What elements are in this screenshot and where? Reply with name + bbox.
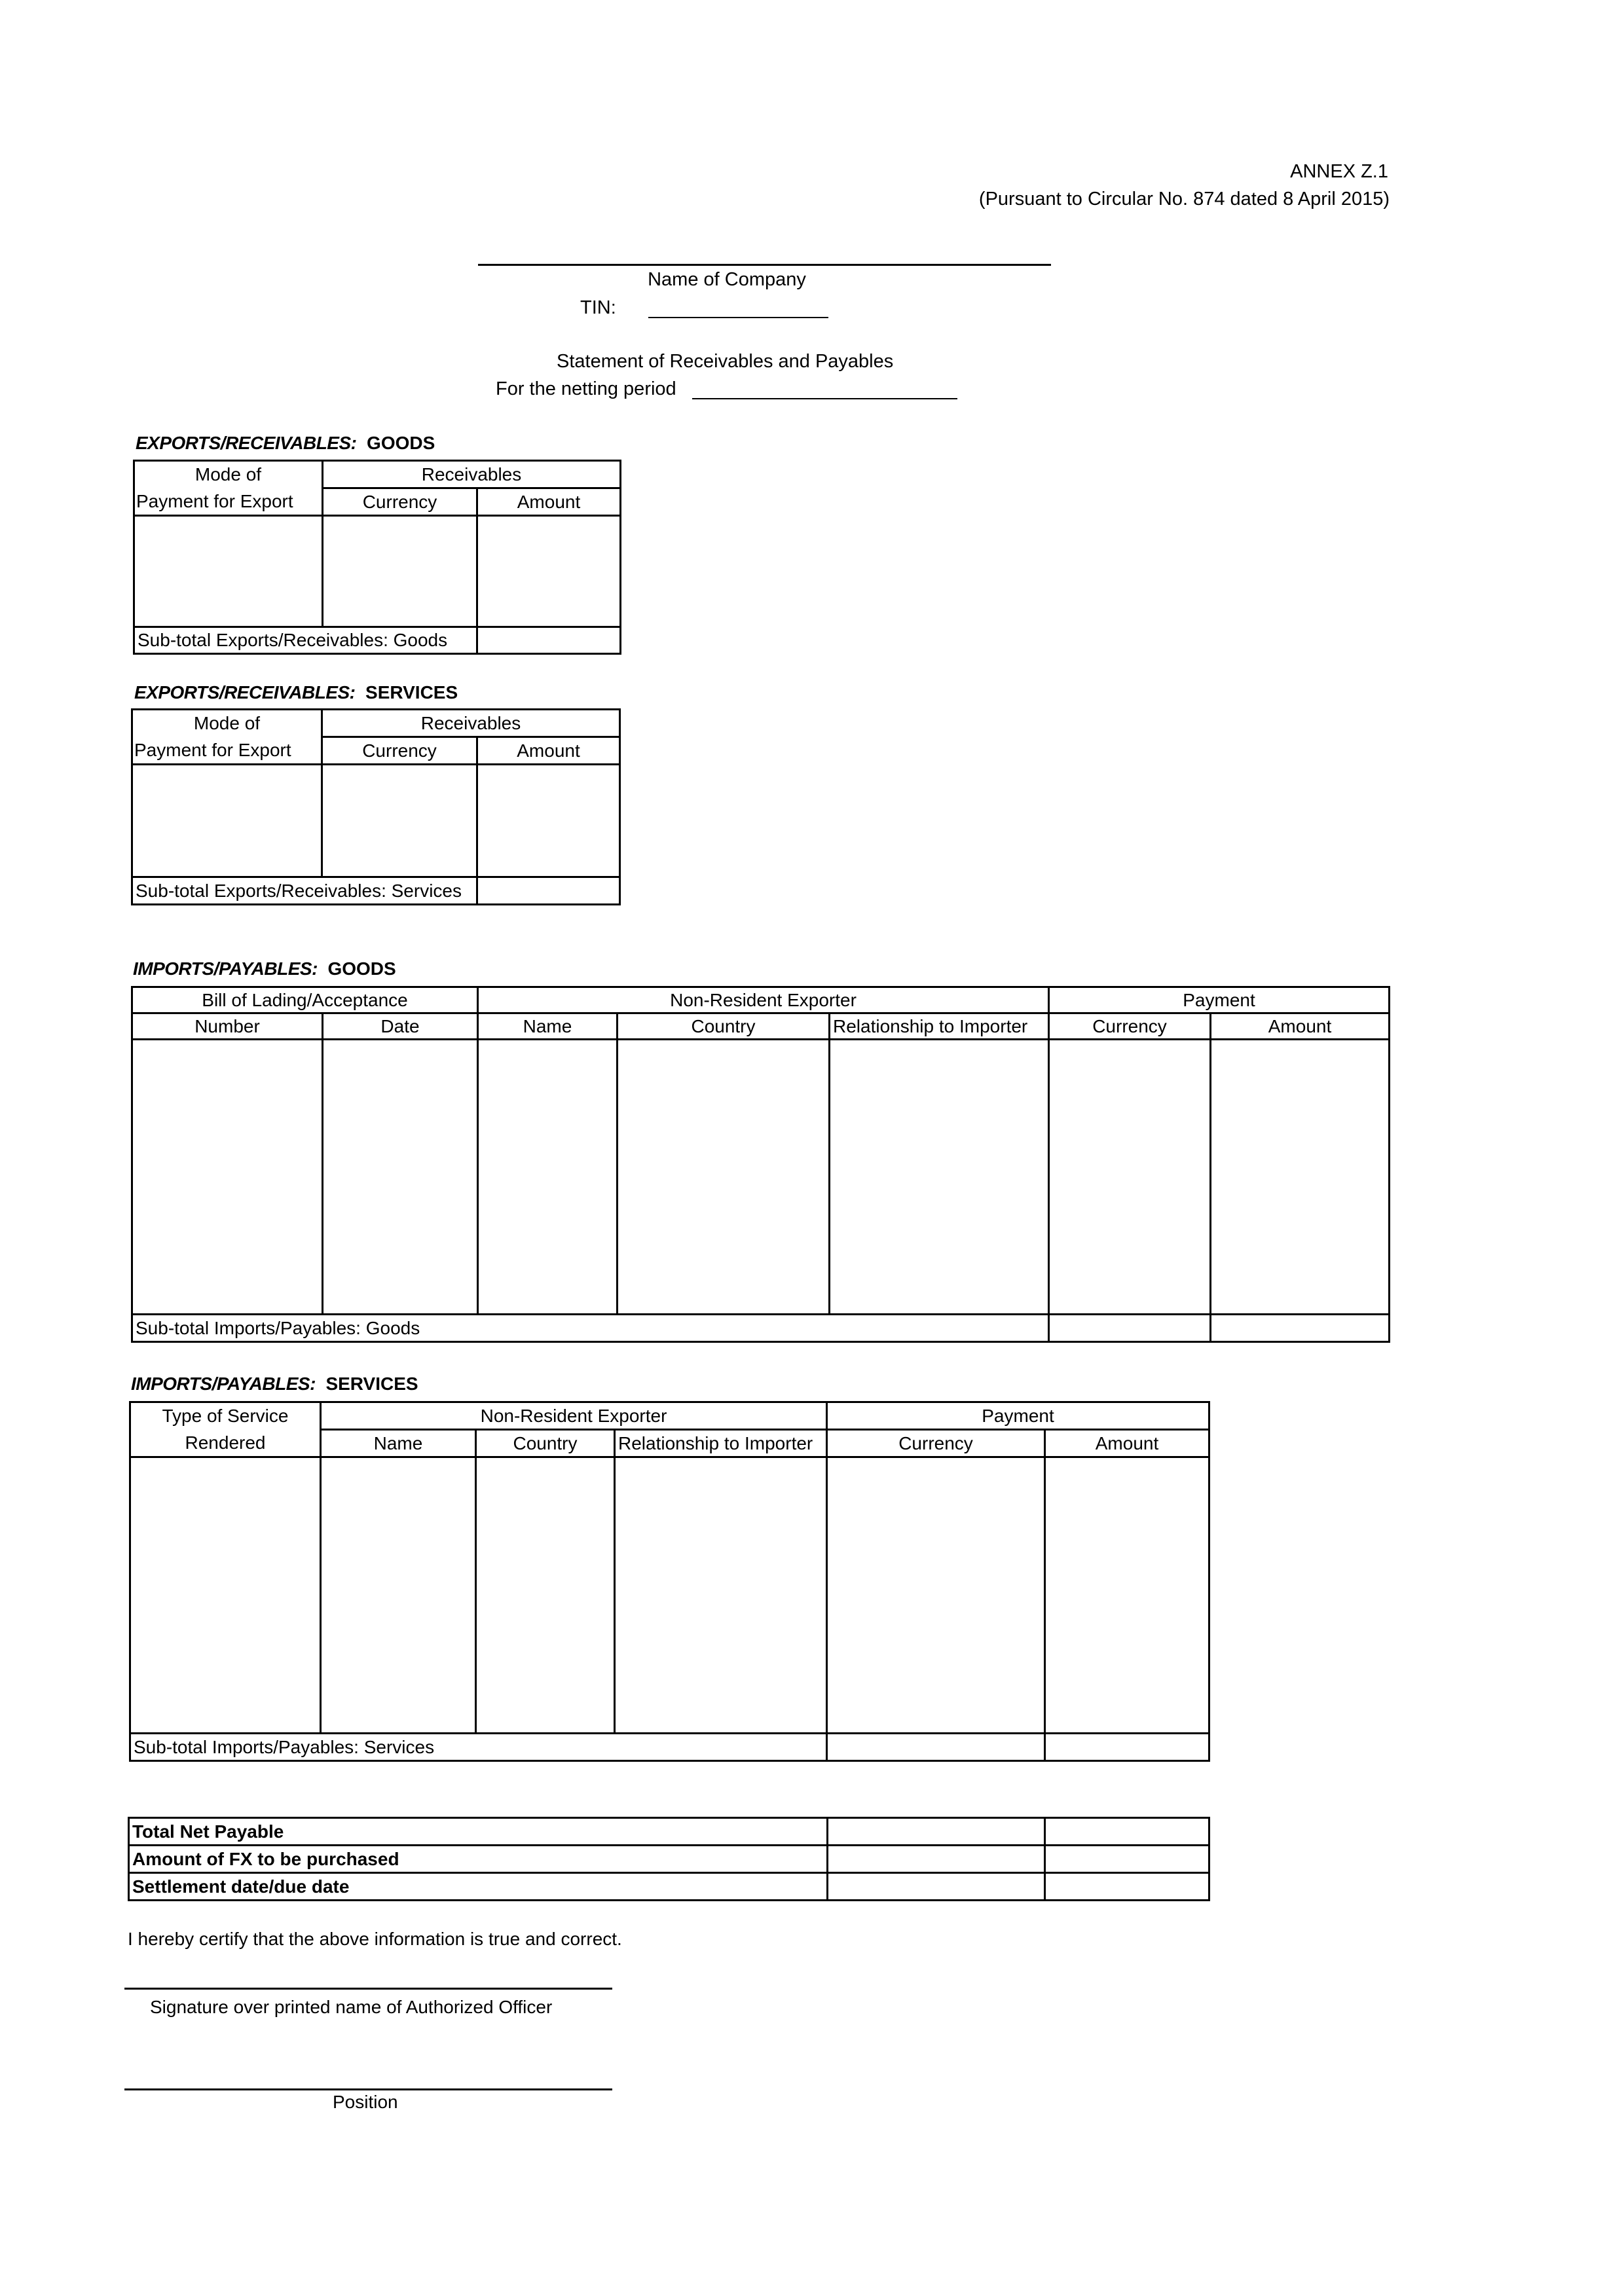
company-name-line[interactable] [478, 264, 1051, 266]
subtotal-label: Sub-total Imports/Payables: Goods [132, 1315, 1049, 1342]
date-cell[interactable] [323, 1040, 478, 1315]
statement-title: Statement of Receivables and Payables [557, 351, 894, 372]
header-payment: Payment [827, 1402, 1209, 1430]
amount-cell[interactable] [477, 765, 620, 877]
annex-number: ANNEX Z.1 [1290, 161, 1388, 182]
mode-of-payment-cell[interactable] [132, 765, 322, 877]
subtotal-currency-cell[interactable] [1049, 1315, 1211, 1342]
imports-services-title-category: IMPORTS/PAYABLES: [131, 1374, 316, 1394]
header-bill-of-lading: Bill of Lading/Acceptance [132, 987, 478, 1013]
relationship-cell[interactable] [615, 1457, 827, 1734]
total-net-payable-row [129, 1818, 1209, 1846]
type-of-service-cell[interactable] [130, 1457, 321, 1734]
header-mode-of-payment: Mode of Payment for Export [132, 710, 322, 765]
header-number: Number [132, 1013, 323, 1040]
settlement-date-currency-cell[interactable] [828, 1873, 1045, 1901]
name-cell[interactable] [478, 1040, 618, 1315]
signature-line[interactable] [124, 1988, 612, 1990]
header-currency: Currency [323, 488, 477, 516]
imports-services-title [131, 1374, 418, 1394]
exports-services-title [134, 682, 458, 703]
exports-services-title-type: SERVICES [365, 682, 458, 702]
exports-goods-title-type: GOODS [367, 433, 435, 453]
header-receivables: Receivables [323, 461, 621, 488]
header-currency: Currency [827, 1430, 1045, 1457]
netting-period-line[interactable] [692, 398, 957, 399]
subtotal-label: Sub-total Imports/Payables: Services [130, 1734, 827, 1761]
header-country: Country [618, 1013, 830, 1040]
amount-cell[interactable] [1211, 1040, 1390, 1315]
exports-services-table [131, 708, 621, 905]
fx-purchase-row [129, 1846, 1209, 1873]
number-cell[interactable] [132, 1040, 323, 1315]
header-non-resident-exporter: Non-Resident Exporter [321, 1402, 827, 1430]
header-name: Name [321, 1430, 476, 1457]
tin-field-line[interactable] [648, 317, 828, 318]
total-net-payable-label: Total Net Payable [129, 1818, 828, 1846]
name-cell[interactable] [321, 1457, 476, 1734]
settlement-date-row [129, 1873, 1209, 1901]
relationship-cell[interactable] [830, 1040, 1049, 1315]
currency-cell[interactable] [322, 765, 477, 877]
amount-cell[interactable] [477, 516, 621, 627]
header-relationship: Relationship to Importer [830, 1013, 1049, 1040]
certification-statement: I hereby certify that the above information is true and correct. [128, 1929, 622, 1949]
mode-of-payment-cell[interactable] [134, 516, 323, 627]
subtotal-value-cell[interactable] [477, 877, 620, 905]
imports-goods-title-type: GOODS [327, 958, 396, 979]
header-date: Date [323, 1013, 478, 1040]
header-receivables: Receivables [322, 710, 620, 737]
signature-label: Signature over printed name of Authorized Officer [150, 1997, 553, 2017]
header-mode-of-payment: Mode of Payment for Export [134, 461, 323, 516]
tin-label: TIN: [580, 297, 616, 318]
header-currency: Currency [322, 737, 477, 765]
header-currency[interactable]: Currency [1049, 1013, 1211, 1040]
subtotal-amount-cell[interactable] [1211, 1315, 1390, 1342]
currency-cell[interactable] [323, 516, 477, 627]
total-net-payable-amount-cell[interactable] [1045, 1818, 1209, 1846]
company-name-label: Name of Company [648, 269, 806, 290]
header-country: Country [476, 1430, 615, 1457]
subtotal-value-cell[interactable] [477, 627, 621, 654]
exports-goods-title [136, 433, 435, 454]
currency-cell[interactable] [1049, 1040, 1211, 1315]
fx-purchase-amount-cell[interactable] [1045, 1846, 1209, 1873]
amount-cell[interactable] [1045, 1457, 1209, 1734]
imports-services-title-type: SERVICES [325, 1374, 418, 1394]
fx-purchase-label: Amount of FX to be purchased [129, 1846, 828, 1873]
imports-goods-title-category: IMPORTS/PAYABLES: [133, 958, 318, 979]
exports-goods-table [133, 460, 621, 655]
subtotal-label: Sub-total Exports/Receivables: Services [132, 877, 477, 905]
settlement-date-label: Settlement date/due date [129, 1873, 828, 1901]
subtotal-label: Sub-total Exports/Receivables: Goods [134, 627, 477, 654]
header-amount: Amount [477, 488, 621, 516]
settlement-date-amount-cell[interactable] [1045, 1873, 1209, 1901]
imports-goods-table [131, 986, 1390, 1343]
subtotal-amount-cell[interactable] [1045, 1734, 1209, 1761]
subtotal-currency-cell[interactable] [827, 1734, 1045, 1761]
totals-table [128, 1817, 1210, 1901]
header-type-of-service: Type of Service Rendered [130, 1402, 321, 1457]
header-payment: Payment [1049, 987, 1390, 1013]
currency-cell[interactable] [827, 1457, 1045, 1734]
country-cell[interactable] [476, 1457, 615, 1734]
total-net-payable-currency-cell[interactable] [828, 1818, 1045, 1846]
header-relationship: Relationship to Importer [615, 1430, 827, 1457]
country-cell[interactable] [618, 1040, 830, 1315]
header-non-resident-exporter: Non-Resident Exporter [478, 987, 1049, 1013]
position-label: Position [333, 2092, 398, 2112]
position-line[interactable] [124, 2088, 612, 2090]
fx-purchase-currency-cell[interactable] [828, 1846, 1045, 1873]
exports-services-title-category: EXPORTS/RECEIVABLES: [134, 682, 356, 702]
header-name: Name [478, 1013, 618, 1040]
header-amount: Amount [1045, 1430, 1209, 1457]
circular-reference: (Pursuant to Circular No. 874 dated 8 April 2015) [978, 189, 1390, 210]
netting-period-label: For the netting period [496, 378, 676, 399]
imports-services-table [129, 1401, 1210, 1762]
header-amount: Amount [1211, 1013, 1390, 1040]
imports-goods-title [133, 958, 396, 979]
exports-goods-title-category: EXPORTS/RECEIVABLES: [136, 433, 357, 453]
header-amount: Amount [477, 737, 620, 765]
